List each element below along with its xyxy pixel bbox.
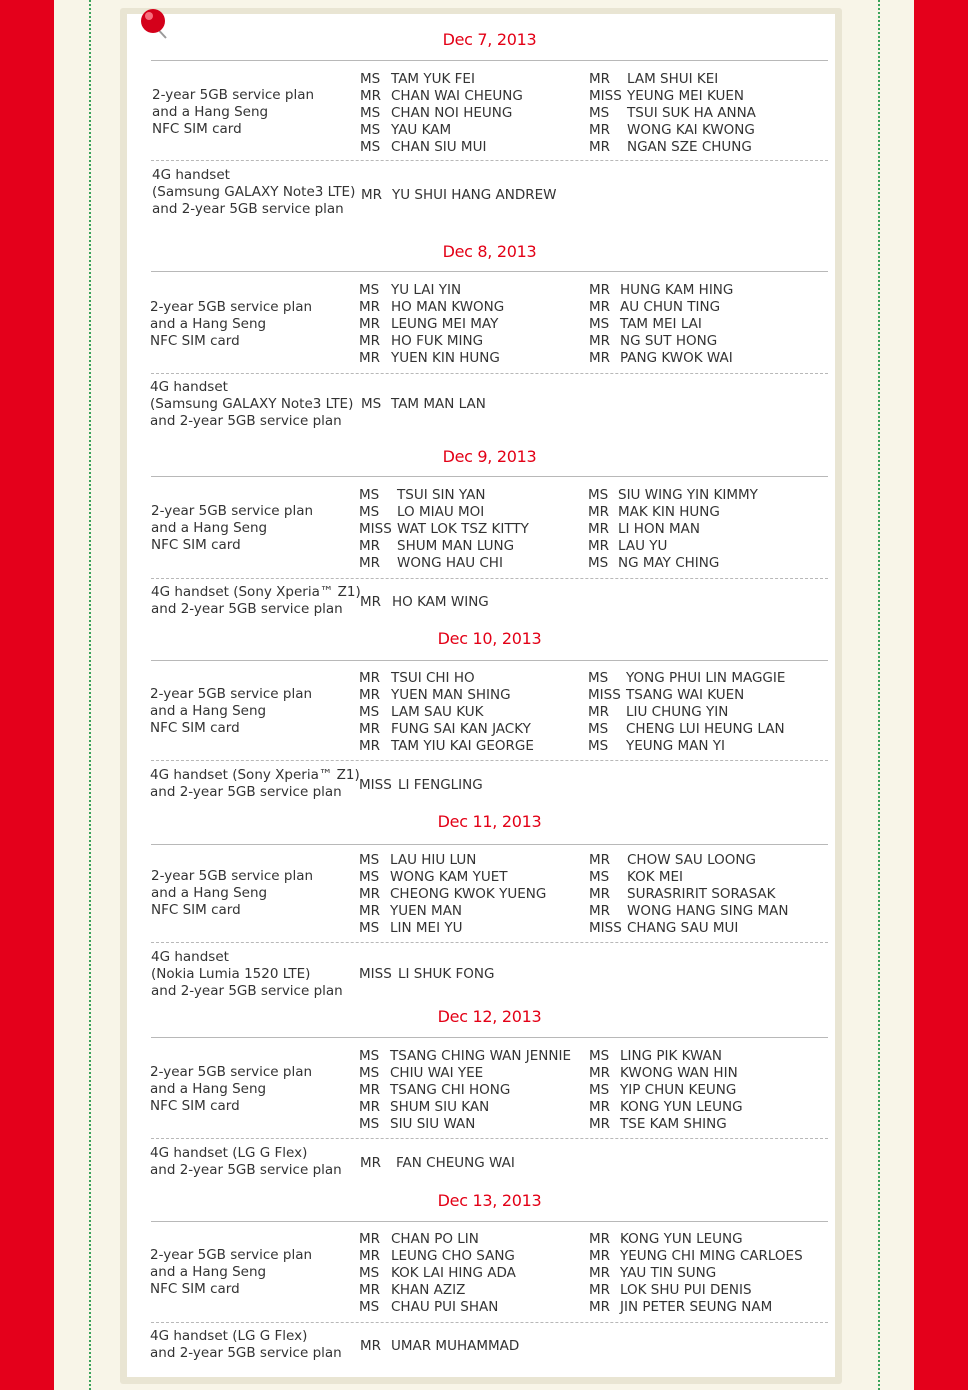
prize-label: 2-year 5GB service plan and a Hang Seng NFC SIM card [150, 1247, 313, 1297]
winner-title: MS [589, 1081, 610, 1098]
winner-name: YU SHUI HANG ANDREW [392, 187, 557, 203]
winner-title: MR [589, 121, 611, 138]
dashed-divider [151, 160, 828, 161]
winner-name: MAK KIN HUNG [618, 503, 720, 520]
winner-title: MR [359, 554, 381, 571]
winner-entry [588, 538, 878, 555]
winner-name: SURASRIRIT SORASAK [627, 885, 776, 902]
winner-name: UMAR MUHAMMAD [391, 1338, 520, 1354]
winner-title: MISS [589, 87, 622, 104]
section-divider [151, 476, 828, 477]
winner-entry [589, 869, 887, 886]
winner-entry [589, 1116, 880, 1133]
winner-name: LI SHUK FONG [398, 966, 495, 982]
winner-title: MR [589, 1115, 611, 1132]
winner-name: YAU TIN SUNG [620, 1264, 717, 1281]
handset-winner-entry [361, 396, 651, 413]
winner-title: MS [360, 121, 381, 138]
winner-title: MR [359, 720, 381, 737]
section-divider [151, 60, 828, 61]
handset-prize-label: 4G handset (LG G Flex) and 2-year 5GB service plan [150, 1145, 342, 1178]
winner-name: TAM YUK FEI [391, 71, 475, 87]
winner-name: YEUNG MAN YI [626, 737, 726, 754]
handset-prize-label: 4G handset (Samsung GALAXY Note3 LTE) and 2-year 5GB service plan [150, 379, 354, 429]
prize-label: 2-year 5GB service plan and a Hang Seng NFC SIM card [150, 686, 313, 736]
winner-name: TAM MEI LAI [620, 315, 702, 332]
winner-title: MS [588, 720, 609, 737]
winner-entry [588, 504, 878, 521]
winner-title: MR [360, 87, 382, 104]
winner-name: CHAN PO LIN [391, 1231, 479, 1247]
winner-entry [588, 670, 886, 687]
winner-title: MS [589, 315, 610, 332]
section-date: Dec 13, 2013 [437, 1191, 542, 1210]
winner-name: TSANG WAI KUEN [626, 686, 745, 703]
winner-entry [589, 1099, 880, 1116]
winner-title: MS [359, 1048, 380, 1064]
winner-title: MR [359, 298, 381, 315]
winner-name: YEUNG CHI MING CARLOES [620, 1247, 803, 1264]
winner-name: CHENG LUI HEUNG LAN [626, 720, 785, 737]
winner-title: MS [359, 1298, 380, 1315]
winner-title: MR [359, 537, 381, 554]
prize-label: 2-year 5GB service plan and a Hang Seng NFC SIM card [150, 299, 313, 349]
winner-title: MR [589, 1281, 611, 1298]
prize-label: 2-year 5GB service plan and a Hang Seng NFC SIM card [151, 868, 314, 918]
winner-name: YAU KAM [391, 121, 452, 138]
section-date: Dec 9, 2013 [442, 447, 537, 466]
handset-winner-entry [359, 777, 658, 794]
winner-title: MR [589, 1298, 611, 1315]
handset-winner-entry [360, 1338, 651, 1355]
winner-entry [589, 88, 887, 105]
winner-title: MR [589, 885, 611, 902]
winner-entry [589, 1282, 880, 1299]
winner-title: MS [359, 503, 380, 520]
winner-name: LIN MEI YU [390, 919, 463, 936]
winner-title: MS [589, 868, 610, 885]
winner-title: MR [589, 332, 611, 349]
winner-entry [588, 687, 886, 704]
winner-title: MR [359, 902, 381, 919]
winner-title: MS [359, 282, 380, 298]
winner-title: MR [359, 315, 381, 332]
winner-name: KONG YUN LEUNG [620, 1098, 743, 1115]
winner-entry [589, 122, 887, 139]
winner-name: HO KAM WING [392, 594, 489, 610]
winner-name: YUEN KIN HUNG [391, 349, 500, 366]
winner-title: MR [359, 1247, 381, 1264]
winner-title: MR [589, 1231, 611, 1247]
winner-title: MR [589, 1098, 611, 1115]
handset-winner-entry [360, 1155, 656, 1172]
handset-winner-entry [361, 187, 652, 204]
winner-name: LING PIK KWAN [620, 1048, 722, 1064]
winner-name: FUNG SAI KAN JACKY [391, 720, 531, 737]
winner-title: MR [588, 703, 610, 720]
winner-title: MR [359, 349, 381, 366]
winner-entry [589, 71, 887, 88]
winner-name: YUEN MAN SHING [391, 686, 511, 703]
winner-name: YEUNG MEI KUEN [627, 87, 744, 104]
winner-entry [589, 920, 887, 937]
winner-title: MR [359, 737, 381, 754]
winner-entry [589, 1231, 880, 1248]
section-date: Dec 12, 2013 [437, 1007, 542, 1026]
winner-entry [588, 738, 886, 755]
winner-name: WONG HANG SING MAN [627, 902, 789, 919]
winner-title: MS [588, 487, 609, 503]
winner-title: MS [588, 670, 609, 686]
winner-name: SHUM MAN LUNG [397, 537, 515, 554]
winner-name: NG SUT HONG [620, 332, 718, 349]
winner-name: WONG HAU CHI [397, 554, 503, 571]
winner-name: CHAN WAI CHEUNG [391, 87, 523, 104]
winner-name: KWONG WAN HIN [620, 1064, 738, 1081]
dashed-divider [151, 373, 828, 374]
winner-name: TSUI SUK HA ANNA [627, 104, 756, 121]
dashed-divider [151, 760, 828, 761]
winner-name: TSUI SIN YAN [397, 487, 486, 503]
winner-title: MS [359, 919, 380, 936]
winner-name: KHAN AZIZ [391, 1281, 466, 1298]
winner-title: MISS [359, 777, 392, 793]
winner-name: LI HON MAN [618, 520, 700, 537]
winner-title: MR [588, 503, 610, 520]
winner-title: MR [359, 885, 381, 902]
section-date: Dec 10, 2013 [437, 629, 542, 648]
winner-entry [589, 105, 887, 122]
winner-name: CHANG SAU MUI [627, 919, 739, 936]
winner-name: HO FUK MING [391, 332, 484, 349]
winner-title: MS [589, 104, 610, 121]
winner-title: MS [589, 1048, 610, 1064]
winner-title: MS [359, 487, 380, 503]
winner-entry [589, 1299, 880, 1316]
winner-entry [589, 1265, 880, 1282]
winner-name: SIU WING YIN KIMMY [618, 487, 758, 503]
winner-title: MS [360, 138, 381, 155]
winner-title: MR [360, 594, 382, 610]
winner-title: MS [359, 1264, 380, 1281]
section-date: Dec 8, 2013 [442, 242, 537, 261]
winner-entry [588, 721, 886, 738]
winner-title: MR [359, 686, 381, 703]
winner-entry [589, 299, 880, 316]
winner-name: CHEONG KWOK YUENG [390, 885, 547, 902]
winner-entry [589, 852, 887, 869]
winner-name: TSE KAM SHING [620, 1115, 727, 1132]
winner-name: CHAU PUI SHAN [391, 1298, 499, 1315]
winner-title: MR [588, 537, 610, 554]
handset-winner-entry [359, 966, 658, 983]
section-divider [151, 271, 828, 272]
winner-name: LAU YU [618, 537, 668, 554]
dotted-border-left [89, 0, 91, 1390]
winner-entry [589, 350, 880, 367]
handset-prize-label: 4G handset (Sony Xperia™ Z1) and 2-year 5GB service plan [151, 584, 361, 617]
winner-name: AU CHUN TING [620, 298, 721, 315]
winner-name: YONG PHUI LIN MAGGIE [626, 670, 786, 686]
winner-title: MR [589, 1064, 611, 1081]
winner-name: FAN CHEUNG WAI [396, 1155, 515, 1171]
winner-title: MS [359, 868, 380, 885]
winner-title: MR [589, 349, 611, 366]
winner-name: LI FENGLING [398, 777, 483, 793]
winner-title: MS [360, 71, 381, 87]
winner-name: KOK MEI [627, 868, 684, 885]
handset-prize-label: 4G handset (Samsung GALAXY Note3 LTE) and 2-year 5GB service plan [152, 167, 356, 217]
handset-prize-label: 4G handset (LG G Flex) and 2-year 5GB service plan [150, 1328, 342, 1361]
dashed-divider [151, 1322, 828, 1323]
winner-title: MR [588, 520, 610, 537]
winner-title: MR [359, 1281, 381, 1298]
winner-name: JIN PETER SEUNG NAM [620, 1298, 773, 1315]
winner-name: SIU SIU WAN [390, 1115, 476, 1132]
winner-title: MS [360, 104, 381, 121]
winner-name: HO MAN KWONG [391, 298, 505, 315]
winner-title: MS [359, 852, 380, 868]
winner-title: MR [589, 852, 611, 868]
winner-title: MISS [588, 686, 621, 703]
winner-title: MS [359, 1064, 380, 1081]
winner-name: KONG YUN LEUNG [620, 1231, 743, 1247]
winner-title: MR [589, 1264, 611, 1281]
prize-label: 2-year 5GB service plan and a Hang Seng NFC SIM card [150, 1064, 313, 1114]
winner-name: WAT LOK TSZ KITTY [397, 520, 529, 537]
winner-name: SHUM SIU KAN [390, 1098, 490, 1115]
winner-title: MR [359, 670, 381, 686]
winner-title: MR [359, 1098, 381, 1115]
section-divider [151, 660, 828, 661]
winner-entry [589, 1065, 880, 1082]
dashed-divider [151, 942, 828, 943]
winner-entry [588, 487, 878, 504]
handset-prize-label: 4G handset (Sony Xperia™ Z1) and 2-year 5GB service plan [150, 767, 360, 800]
winner-title: MS [588, 554, 609, 571]
winner-title: MS [359, 703, 380, 720]
winner-name: TAM MAN LAN [391, 396, 486, 412]
winner-title: MR [589, 138, 611, 155]
winner-title: MR [359, 1231, 381, 1247]
winner-name: CHAN NOI HEUNG [391, 104, 513, 121]
winner-title: MR [359, 332, 381, 349]
winner-entry [589, 903, 887, 920]
section-divider [151, 844, 828, 845]
winner-name: CHOW SAU LOONG [627, 852, 756, 868]
winner-title: MS [361, 396, 382, 412]
winner-name: CHIU WAI YEE [390, 1064, 484, 1081]
winner-name: WONG KAM YUET [390, 868, 508, 885]
handset-prize-label: 4G handset (Nokia Lumia 1520 LTE) and 2-year 5GB service plan [151, 949, 343, 999]
section-date: Dec 7, 2013 [442, 30, 537, 49]
winner-name: NGAN SZE CHUNG [627, 138, 752, 155]
prize-label: 2-year 5GB service plan and a Hang Seng NFC SIM card [152, 87, 315, 137]
winner-name: TSANG CHI HONG [390, 1081, 511, 1098]
winner-name: PANG KWOK WAI [620, 349, 733, 366]
section-date: Dec 11, 2013 [437, 812, 542, 831]
winner-name: YU LAI YIN [391, 282, 462, 298]
winner-title: MR [361, 187, 383, 203]
winner-title: MR [589, 1247, 611, 1264]
winner-name: WONG KAI KWONG [627, 121, 755, 138]
winner-title: MR [359, 1081, 381, 1098]
winner-entry [588, 704, 886, 721]
section-divider [151, 1221, 828, 1222]
winner-name: CHAN SIU MUI [391, 138, 487, 155]
winner-title: MISS [359, 520, 392, 537]
winner-name: TSANG CHING WAN JENNIE [390, 1048, 572, 1064]
winner-name: LAU HIU LUN [390, 852, 477, 868]
winner-name: LAM SHUI KEI [627, 71, 719, 87]
prize-label: 2-year 5GB service plan and a Hang Seng NFC SIM card [151, 503, 314, 553]
winner-entry [589, 886, 887, 903]
winner-title: MR [589, 282, 611, 298]
winner-title: MR [589, 71, 611, 87]
winner-title: MR [589, 298, 611, 315]
winner-entry [589, 282, 880, 299]
dashed-divider [151, 578, 828, 579]
winner-name: NG MAY CHING [618, 554, 720, 571]
winner-name: YIP CHUN KEUNG [620, 1081, 737, 1098]
winner-name: LEUNG CHO SANG [391, 1247, 515, 1264]
winner-entry [589, 333, 880, 350]
winner-name: TAM YIU KAI GEORGE [391, 737, 534, 754]
winner-title: MR [360, 1338, 382, 1354]
winner-title: MS [359, 1115, 380, 1132]
winner-name: LOK SHU PUI DENIS [620, 1281, 752, 1298]
winner-entry [588, 521, 878, 538]
winner-title: MR [589, 902, 611, 919]
winner-entry [589, 1082, 880, 1099]
winner-entry [589, 1048, 880, 1065]
winner-name: KOK LAI HING ADA [391, 1264, 516, 1281]
handset-winner-entry [360, 594, 652, 611]
winner-title: MR [360, 1155, 382, 1171]
winner-name: LEUNG MEI MAY [391, 315, 499, 332]
winner-entry [589, 139, 887, 156]
winner-title: MISS [589, 919, 622, 936]
dashed-divider [151, 1138, 828, 1139]
winner-entry [588, 555, 878, 572]
winner-entry [589, 1248, 880, 1265]
winner-name: LIU CHUNG YIN [626, 703, 729, 720]
winner-name: HUNG KAM HING [620, 282, 734, 298]
winner-title: MISS [359, 966, 392, 982]
winner-name: LO MIAU MOI [397, 503, 485, 520]
winner-entry [589, 316, 880, 333]
winner-title: MS [588, 737, 609, 754]
winner-name: YUEN MAN [390, 902, 463, 919]
winner-name: TSUI CHI HO [391, 670, 475, 686]
section-divider [151, 1037, 828, 1038]
winner-name: LAM SAU KUK [391, 703, 484, 720]
